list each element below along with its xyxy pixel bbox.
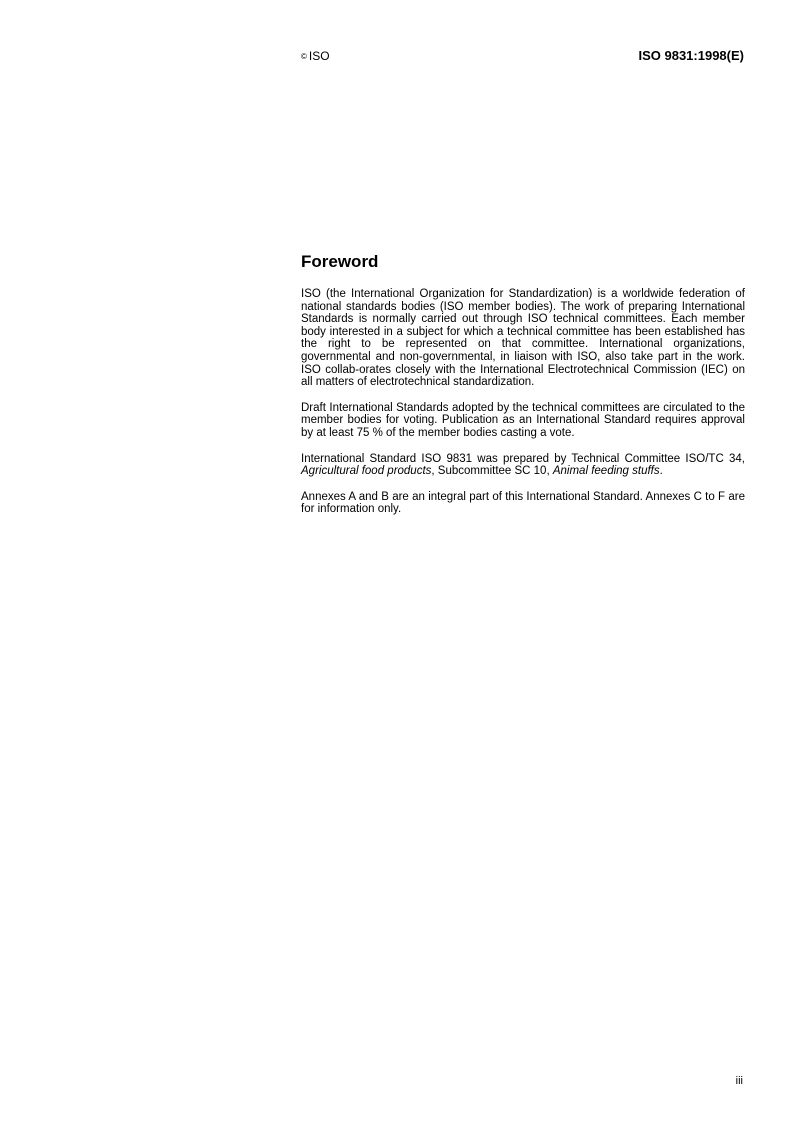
preparation-text-1: International Standard ISO 9831 was prepared by Technical Committee ISO/TC 34, — [301, 452, 745, 465]
committee-name: Agricultural food products — [301, 465, 432, 478]
page-number: iii — [735, 1075, 743, 1087]
preparation-text-3: . — [659, 465, 663, 478]
preparation-text-2: , Subcommittee SC 10, — [431, 465, 553, 478]
paragraph-annexes: Annexes A and B are an integral part of this International Standard. Annexes C to F are for information only. — [301, 490, 745, 516]
document-id: ISO 9831:1998(E) — [638, 48, 744, 63]
page-title: Foreword — [301, 252, 379, 271]
paragraph-iso-overview: ISO (the International Organization for Standardization) is a worldwide federation of national standards bodies (ISO member bodies). The work of preparing International Standards is normally carried out through ISO technical committees. Each member body interested in a subject for which a technical committee has been established has the right to be represented on that committee. International organizations, governmental and non-governmental, in liaison with ISO, also take part in the work. ISO collab-orates closely with the International Electrotechnical Commission (IEC) on all matters of electrotechnical standardization. — [301, 288, 745, 389]
copyright-symbol: © — [301, 52, 307, 61]
copyright-notice — [301, 49, 330, 64]
foreword-body — [301, 288, 745, 529]
paragraph-draft-standards: Draft International Standards adopted by the technical committees are circulated to the member bodies for voting. Publication as an International Standard requires approval by at least 75 % of the member bodies casting a vote. — [301, 401, 745, 439]
subcommittee-name: Animal feeding stuffs — [552, 465, 660, 478]
paragraph-preparation — [301, 453, 745, 478]
copyright-holder: ISO — [308, 49, 330, 63]
